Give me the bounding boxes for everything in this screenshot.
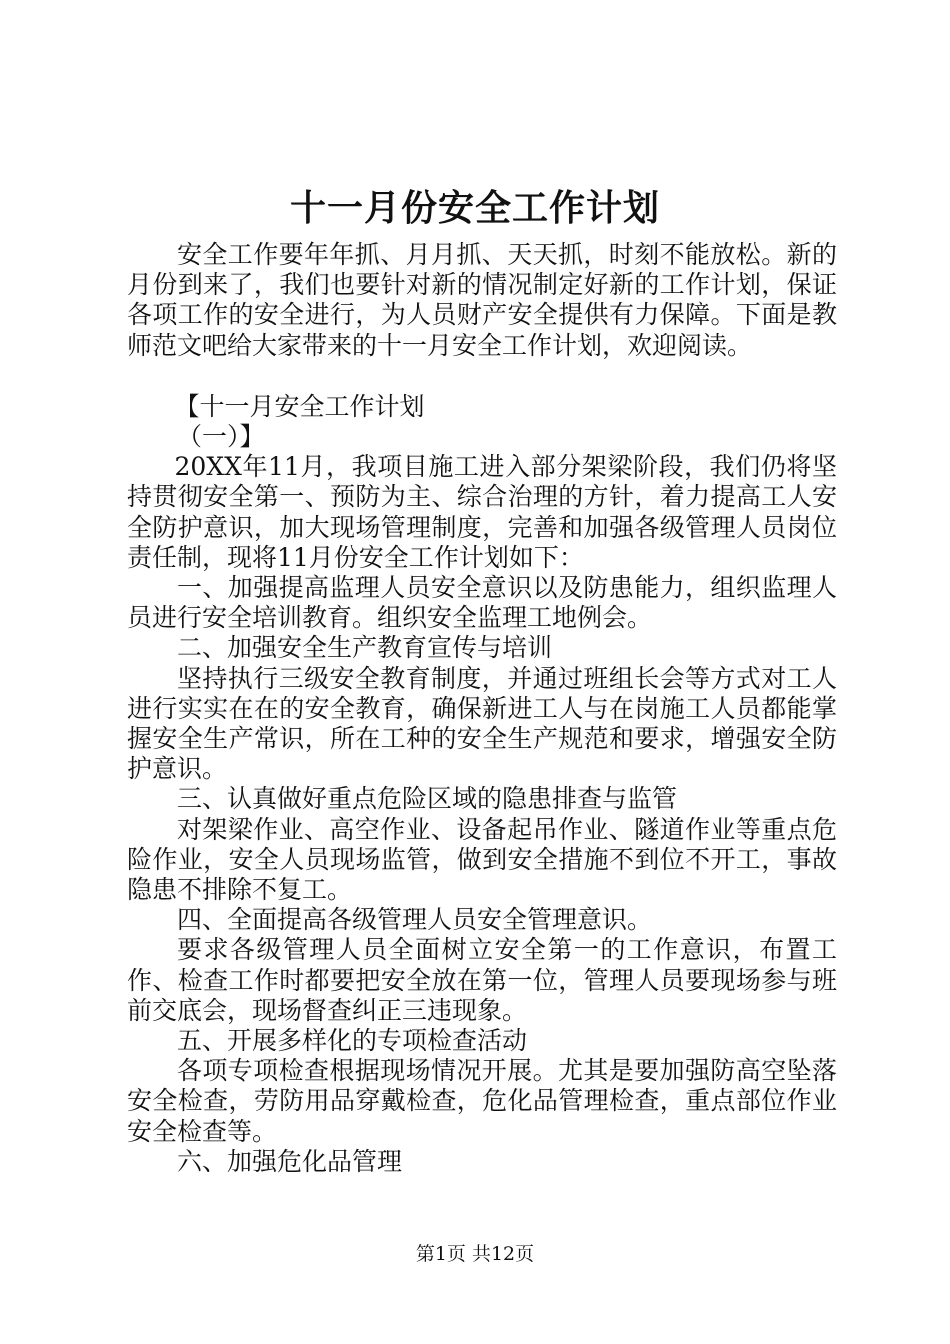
intro-paragraph: 安全工作要年年抓、月月抓、天天抓，时刻不能放松。新的月份到来了，我们也要针对新的情况制定好新的工作计划，保证各项工作的安全进行，为人员财产安全提供有力保障。下面是教师范文吧给大家带来的十一月安全工作计划，欢迎阅读。 bbox=[127, 240, 837, 360]
document-body bbox=[127, 240, 837, 1177]
paragraph-overview: 20XX年11月，我项目施工进入部分架梁阶段，我们仍将坚持贯彻安全第一、预防为主、综合治理的方针，着力提高工人安全防护意识，加大现场管理制度，完善和加强各级管理人员岗位责任制，现将11月份安全工作计划如下： bbox=[127, 452, 837, 572]
item-heading-1: 一、加强提高监理人员安全意识以及防患能力，组织监理人员进行安全培训教育。组织安全监理工地例会。 bbox=[127, 573, 837, 633]
item-body-2: 坚持执行三级安全教育制度，并通过班组长会等方式对工人进行实实在在的安全教育，确保新进工人与在岗施工人员都能掌握安全生产常识，所在工种的安全生产规范和要求，增强安全防护意识。 bbox=[127, 663, 837, 784]
item-heading-5: 五、开展多样化的专项检查活动 bbox=[177, 1026, 528, 1056]
item-heading-6: 六、加强危化品管理 bbox=[177, 1146, 403, 1176]
item-body-4: 要求各级管理人员全面树立安全第一的工作意识，布置工作、检查工作时都要把安全放在第一位，管理人员要现场参与班前交底会，现场督查纠正三违现象。 bbox=[127, 935, 837, 1025]
item-body-3: 对架梁作业、高空作业、设备起吊作业、隧道作业等重点危险作业，安全人员现场监管，做到安全措施不到位不开工，事故隐患不排除不复工。 bbox=[127, 814, 837, 905]
item-heading-4: 四、全面提高各级管理人员安全管理意识。 bbox=[177, 905, 653, 935]
section-heading-continued: （一）】 bbox=[177, 422, 265, 452]
document-title: 十一月份安全工作计划 bbox=[289, 187, 660, 229]
page-footer: 第1页 共12页 bbox=[415, 1243, 535, 1265]
item-heading-2: 二、加强安全生产教育宣传与培训 bbox=[177, 633, 553, 663]
item-body-5: 各项专项检查根据现场情况开展。尤其是要加强防高空坠落安全检查，劳防用品穿戴检查，危化品管理检查，重点部位作业安全检查等。 bbox=[127, 1056, 837, 1146]
item-heading-3: 三、认真做好重点危险区域的隐患排查与监管 bbox=[177, 784, 678, 814]
section-heading: 【十一月安全工作计划 bbox=[174, 391, 425, 421]
paragraph-spacer bbox=[127, 361, 837, 392]
